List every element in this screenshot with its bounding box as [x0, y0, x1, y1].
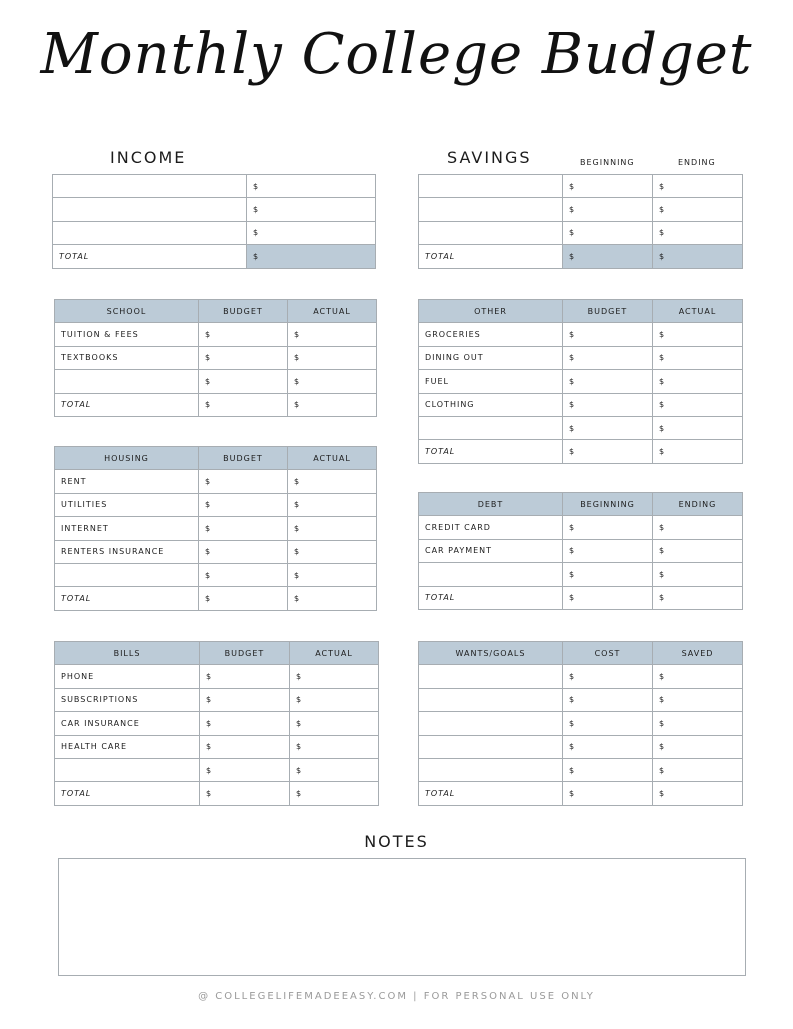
other-header-1: BUDGET [563, 300, 653, 323]
total-label: TOTAL [419, 245, 563, 268]
bills-amount-cell[interactable]: $ [290, 758, 379, 781]
wants-header-0: WANTS/GOALS [419, 642, 563, 665]
housing-amount-cell[interactable]: $ [288, 493, 377, 516]
debt-row-label[interactable] [419, 563, 563, 586]
other-table [418, 299, 743, 464]
debt-total-amount[interactable]: $ [653, 586, 743, 609]
debt-total-amount[interactable]: $ [563, 586, 653, 609]
school-total-row [55, 393, 377, 416]
income-title: INCOME [110, 148, 187, 167]
debt-header-2: ENDING [653, 493, 743, 516]
other-amount-cell[interactable]: $ [653, 323, 743, 346]
debt-header-1: BEGINNING [563, 493, 653, 516]
savings-table [418, 174, 743, 269]
savings-amount-cell[interactable]: $ [653, 221, 743, 244]
other-row-label[interactable]: CLOTHING [419, 393, 563, 416]
table-row [55, 540, 377, 563]
table-row [419, 735, 743, 758]
savings-amount-cell[interactable]: $ [653, 175, 743, 198]
income-row-label[interactable] [53, 175, 247, 198]
housing-header-0: HOUSING [55, 447, 199, 470]
bills-amount-cell[interactable]: $ [200, 735, 290, 758]
wants-header-1: COST [563, 642, 653, 665]
housing-amount-cell[interactable]: $ [288, 540, 377, 563]
table-row [55, 323, 377, 346]
other-header-2: ACTUAL [653, 300, 743, 323]
debt-amount-cell[interactable]: $ [563, 516, 653, 539]
bills-row-label[interactable]: SUBSCRIPTIONS [55, 688, 200, 711]
debt-amount-cell[interactable]: $ [653, 539, 743, 562]
wants-amount-cell[interactable]: $ [653, 688, 743, 711]
savings-row-label[interactable] [419, 198, 563, 221]
bills-row-label[interactable]: HEALTH CARE [55, 735, 200, 758]
bills-row-label[interactable]: CAR INSURANCE [55, 712, 200, 735]
total-label: TOTAL [419, 782, 563, 805]
school-header-row [55, 300, 377, 323]
table-row [55, 758, 379, 781]
bills-total-amount[interactable]: $ [290, 782, 379, 805]
savings-row-label[interactable] [419, 221, 563, 244]
income-amount-cell[interactable]: $ [247, 198, 376, 221]
table-row [419, 370, 743, 393]
wants-amount-cell[interactable]: $ [653, 758, 743, 781]
savings-row-label[interactable] [419, 175, 563, 198]
bills-header-2: ACTUAL [290, 642, 379, 665]
other-header-0: OTHER [419, 300, 563, 323]
table-row [419, 323, 743, 346]
housing-total-amount[interactable]: $ [199, 587, 288, 610]
school-amount-cell[interactable]: $ [199, 346, 288, 369]
table-row [419, 221, 743, 244]
other-amount-cell[interactable]: $ [653, 393, 743, 416]
housing-row-label[interactable]: INTERNET [55, 517, 199, 540]
table-row [419, 198, 743, 221]
bills-amount-cell[interactable]: $ [200, 665, 290, 688]
school-row-label[interactable] [55, 370, 199, 393]
housing-amount-cell[interactable]: $ [288, 517, 377, 540]
bills-total-amount[interactable]: $ [200, 782, 290, 805]
other-amount-cell[interactable]: $ [563, 416, 653, 439]
school-total-amount[interactable]: $ [288, 393, 377, 416]
page-title: Monthly College Budget [40, 22, 753, 87]
income-row-label[interactable] [53, 198, 247, 221]
debt-header-row [419, 493, 743, 516]
other-amount-cell[interactable]: $ [563, 393, 653, 416]
income-total-row [53, 245, 376, 268]
other-amount-cell[interactable]: $ [653, 416, 743, 439]
wants-total-row [419, 782, 743, 805]
total-label: TOTAL [55, 587, 199, 610]
income-amount-cell[interactable]: $ [247, 221, 376, 244]
table-row [55, 346, 377, 369]
housing-total-row [55, 587, 377, 610]
savings-amount-cell[interactable]: $ [563, 198, 653, 221]
table-row [419, 416, 743, 439]
housing-amount-cell[interactable]: $ [199, 493, 288, 516]
table-row [419, 688, 743, 711]
savings-title: SAVINGS [447, 148, 532, 167]
total-label: TOTAL [53, 245, 247, 268]
wants-amount-cell[interactable]: $ [563, 688, 653, 711]
table-row [55, 665, 379, 688]
housing-row-label[interactable]: RENTERS INSURANCE [55, 540, 199, 563]
bills-total-row [55, 782, 379, 805]
table-row [419, 563, 743, 586]
debt-amount-cell[interactable]: $ [653, 563, 743, 586]
table-row [53, 175, 376, 198]
savings-total-row [419, 245, 743, 268]
wants-row-label[interactable] [419, 712, 563, 735]
bills-header-row [55, 642, 379, 665]
wants-amount-cell[interactable]: $ [653, 665, 743, 688]
school-table [54, 299, 377, 417]
total-label: TOTAL [419, 440, 563, 463]
income-table [52, 174, 376, 269]
income-amount-cell[interactable]: $ [247, 175, 376, 198]
other-row-label[interactable]: FUEL [419, 370, 563, 393]
other-amount-cell[interactable]: $ [563, 346, 653, 369]
table-row [55, 735, 379, 758]
bills-table [54, 641, 379, 806]
other-row-label[interactable]: DINING OUT [419, 346, 563, 369]
other-amount-cell[interactable]: $ [563, 323, 653, 346]
housing-amount-cell[interactable]: $ [199, 563, 288, 586]
wants-amount-cell[interactable]: $ [653, 712, 743, 735]
wants-row-label[interactable] [419, 735, 563, 758]
other-amount-cell[interactable]: $ [563, 370, 653, 393]
bills-row-label[interactable]: PHONE [55, 665, 200, 688]
debt-amount-cell[interactable]: $ [653, 516, 743, 539]
housing-amount-cell[interactable]: $ [199, 470, 288, 493]
wants-header-2: SAVED [653, 642, 743, 665]
debt-table [418, 492, 743, 610]
housing-total-amount[interactable]: $ [288, 587, 377, 610]
housing-header-1: BUDGET [199, 447, 288, 470]
income-total-amount[interactable]: $ [247, 245, 376, 268]
other-amount-cell[interactable]: $ [653, 370, 743, 393]
savings-amount-cell[interactable]: $ [653, 198, 743, 221]
table-row [53, 221, 376, 244]
wants-amount-cell[interactable]: $ [563, 758, 653, 781]
debt-total-row [419, 586, 743, 609]
table-row [419, 539, 743, 562]
table-row [419, 758, 743, 781]
total-label: TOTAL [419, 586, 563, 609]
notes-box[interactable] [58, 858, 746, 976]
other-total-amount[interactable]: $ [563, 440, 653, 463]
savings-beginning-label: BEGINNING [580, 158, 635, 167]
income-row-label[interactable] [53, 221, 247, 244]
bills-amount-cell[interactable]: $ [200, 758, 290, 781]
savings-amount-cell[interactable]: $ [563, 175, 653, 198]
other-header-row [419, 300, 743, 323]
school-row-label[interactable]: TEXTBOOKS [55, 346, 199, 369]
housing-header-row [55, 447, 377, 470]
wants-table [418, 641, 743, 806]
table-row [419, 175, 743, 198]
housing-amount-cell[interactable]: $ [199, 540, 288, 563]
table-row [419, 346, 743, 369]
other-total-row [419, 440, 743, 463]
table-row [55, 493, 377, 516]
other-amount-cell[interactable]: $ [653, 346, 743, 369]
school-row-label[interactable]: TUITION & FEES [55, 323, 199, 346]
table-row [419, 665, 743, 688]
school-header-1: BUDGET [199, 300, 288, 323]
school-amount-cell[interactable]: $ [288, 370, 377, 393]
school-header-2: ACTUAL [288, 300, 377, 323]
wants-amount-cell[interactable]: $ [563, 665, 653, 688]
debt-row-label[interactable]: CAR PAYMENT [419, 539, 563, 562]
savings-ending-label: ENDING [678, 158, 716, 167]
housing-amount-cell[interactable]: $ [288, 563, 377, 586]
table-row [55, 688, 379, 711]
table-row [55, 712, 379, 735]
table-row [55, 563, 377, 586]
housing-amount-cell[interactable]: $ [199, 517, 288, 540]
other-total-amount[interactable]: $ [653, 440, 743, 463]
housing-row-label[interactable]: UTILITIES [55, 493, 199, 516]
wants-row-label[interactable] [419, 665, 563, 688]
other-row-label[interactable] [419, 416, 563, 439]
wants-header-row [419, 642, 743, 665]
table-row [53, 198, 376, 221]
table-row [419, 393, 743, 416]
debt-amount-cell[interactable]: $ [563, 539, 653, 562]
bills-amount-cell[interactable]: $ [290, 735, 379, 758]
wants-amount-cell[interactable]: $ [563, 735, 653, 758]
bills-header-1: BUDGET [200, 642, 290, 665]
housing-table [54, 446, 377, 611]
wants-row-label[interactable] [419, 688, 563, 711]
debt-amount-cell[interactable]: $ [563, 563, 653, 586]
savings-total-amount[interactable]: $ [563, 245, 653, 268]
bills-row-label[interactable] [55, 758, 200, 781]
notes-title: NOTES [364, 832, 429, 851]
table-row [419, 516, 743, 539]
school-header-0: SCHOOL [55, 300, 199, 323]
housing-row-label[interactable] [55, 563, 199, 586]
housing-amount-cell[interactable]: $ [288, 470, 377, 493]
bills-amount-cell[interactable]: $ [290, 665, 379, 688]
table-row [55, 370, 377, 393]
wants-total-amount[interactable]: $ [563, 782, 653, 805]
wants-total-amount[interactable]: $ [653, 782, 743, 805]
bills-amount-cell[interactable]: $ [200, 688, 290, 711]
total-label: TOTAL [55, 393, 199, 416]
wants-row-label[interactable] [419, 758, 563, 781]
wants-amount-cell[interactable]: $ [563, 712, 653, 735]
table-row [419, 712, 743, 735]
bills-amount-cell[interactable]: $ [290, 712, 379, 735]
housing-header-2: ACTUAL [288, 447, 377, 470]
school-total-amount[interactable]: $ [199, 393, 288, 416]
debt-row-label[interactable]: CREDIT CARD [419, 516, 563, 539]
school-amount-cell[interactable]: $ [199, 370, 288, 393]
savings-total-amount[interactable]: $ [653, 245, 743, 268]
bills-header-0: BILLS [55, 642, 200, 665]
school-amount-cell[interactable]: $ [199, 323, 288, 346]
table-row [55, 517, 377, 540]
bills-amount-cell[interactable]: $ [200, 712, 290, 735]
school-amount-cell[interactable]: $ [288, 346, 377, 369]
total-label: TOTAL [55, 782, 200, 805]
bills-amount-cell[interactable]: $ [290, 688, 379, 711]
school-amount-cell[interactable]: $ [288, 323, 377, 346]
wants-amount-cell[interactable]: $ [653, 735, 743, 758]
footer-text: @ COLLEGELIFEMADEEASY.COM | FOR PERSONAL USE ONLY [198, 991, 595, 1002]
table-row [55, 470, 377, 493]
savings-amount-cell[interactable]: $ [563, 221, 653, 244]
other-row-label[interactable]: GROCERIES [419, 323, 563, 346]
debt-header-0: DEBT [419, 493, 563, 516]
housing-row-label[interactable]: RENT [55, 470, 199, 493]
